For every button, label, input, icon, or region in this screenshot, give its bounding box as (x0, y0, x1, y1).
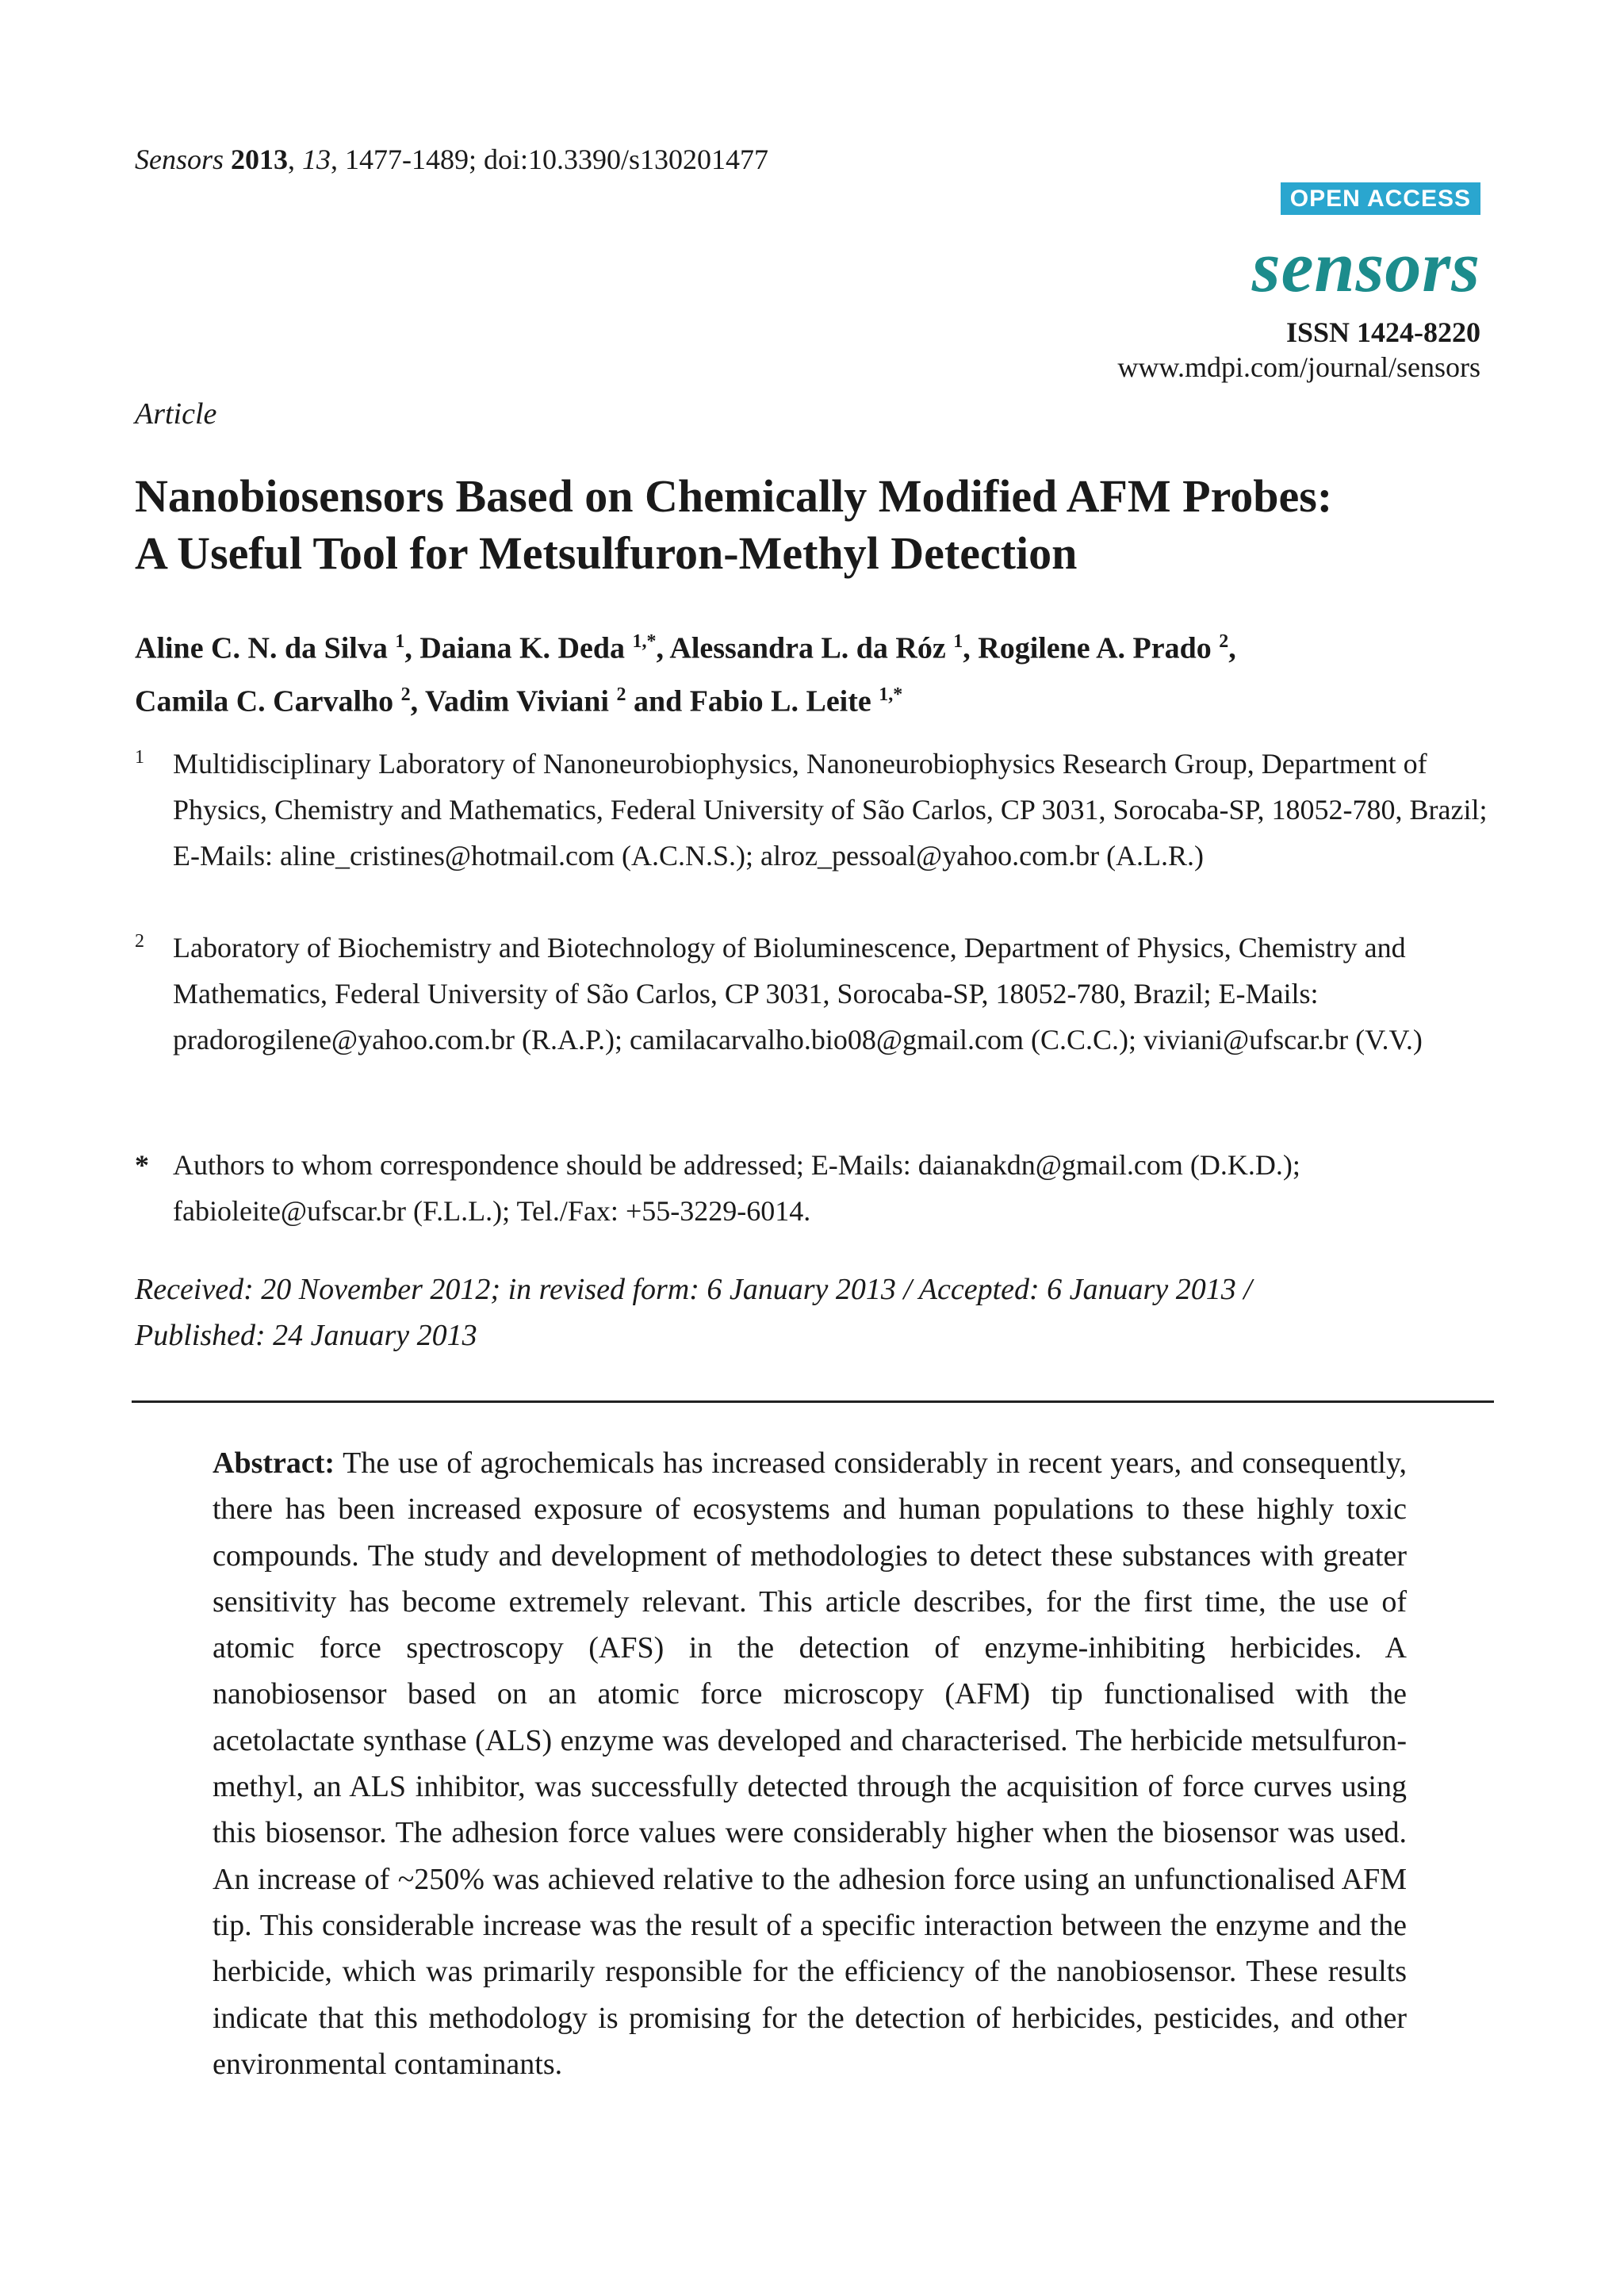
publication-dates (135, 1266, 1499, 1358)
citation-year: 2013 (231, 144, 289, 175)
article-title (135, 468, 1499, 582)
author-list: Aline C. N. da Silva $^1$, Daiana K. Deda $^{1,*}$, Alessandra L. da Róz $^1$, Rogilene A. Prado $^2$, Camila C. Carvalho $^2$, Vadim Viviani $^2$ and Fabio L. Leite $^{1,*}$ (135, 631, 1236, 718)
correspondence-text: Authors to whom correspondence should be addressed; E-Mails: daianakdn@gmail.com (D.K.D.); fabioleite@ufscar.br (F.L.L.); Tel./Fax: +55-3229-6014. (173, 1149, 1300, 1227)
correspondence-note (135, 1142, 1499, 1234)
affiliation-text: Multidisciplinary Laboratory of Nanoneurobiophysics, Nanoneurobiophysics Research Group, Department of Physics, Chemistry and Mathematics, Federal University of São Carlos, CP 3031, Sorocaba-SP, 18052-780, Brazil; E-Mails: aline_cristines@hotmail.com (A.C.N.S.); alroz_pessoal@yahoo.com.br (A.L.R.) (173, 748, 1488, 872)
journal-logo: sensors (1251, 226, 1480, 307)
author-affiliation-mark: 1,* (632, 631, 657, 652)
horizontal-divider (132, 1400, 1494, 1403)
abstract (213, 1440, 1407, 2087)
citation-pages-doi: , 1477-1489; doi:10.3390/s130201477 (331, 144, 769, 175)
open-access-badge: OPEN ACCESS (1281, 182, 1480, 215)
title-line-2: A Useful Tool for Metsulfuron-Methyl Detection (135, 527, 1078, 579)
author-affiliation-mark: 2 (1219, 631, 1229, 652)
abstract-label: Abstract: (213, 1446, 335, 1480)
dates-line-2: Published: 24 January 2013 (135, 1319, 477, 1352)
citation-journal: Sensors (135, 144, 224, 175)
correspondence-marker: * (135, 1149, 149, 1181)
author-affiliation-mark: 1 (953, 631, 963, 652)
affiliation-marker: 1 (135, 747, 144, 768)
issn: ISSN 1424-8220 (1285, 316, 1480, 348)
author-name: Alessandra L. da Róz (669, 631, 946, 665)
affiliation-1 (135, 741, 1499, 879)
affiliation-2 (135, 925, 1499, 1063)
author-name: Rogilene A. Prado (978, 631, 1212, 665)
author-name: Camila C. Carvalho (135, 684, 394, 718)
title-line-1: Nanobiosensors Based on Chemically Modified AFM Probes: (135, 470, 1333, 522)
author-name: Daiana K. Deda (419, 631, 625, 665)
affiliation-marker: 2 (135, 931, 144, 952)
author-name: Aline C. N. da Silva (135, 631, 388, 665)
dates-line-1: Received: 20 November 2012; in revised form: 6 January 2013 / Accepted: 6 January 2013 / (135, 1273, 1252, 1306)
author-name: Vadim Viviani (424, 684, 609, 718)
citation-volume: 13 (302, 144, 331, 175)
article-type: Article (135, 397, 217, 431)
author-name: Fabio L. Leite (689, 684, 871, 718)
journal-url[interactable]: www.mdpi.com/journal/sensors (1117, 351, 1480, 383)
author-affiliation-mark: 1,* (879, 684, 903, 705)
author-affiliation-mark: 1 (395, 631, 405, 652)
author-affiliation-mark: 2 (616, 684, 626, 705)
affiliation-text: Laboratory of Biochemistry and Biotechnology of Bioluminescence, Department of Physics, Chemistry and Mathematics, Federal University of São Carlos, CP 3031, Sorocaba-SP, 18052-780, Brazil; E-Mails: pradorogilene@yahoo.com.br (R.A.P.); camilacarvalho.bio08@gmail.com (C.C.C.); viviani@ufscar.br (V.V.) (173, 932, 1423, 1056)
citation-line: Sensors 2013, 13, 1477-1489; doi:10.3390/s130201477 (135, 144, 769, 175)
abstract-text: The use of agrochemicals has increased considerably in recent years, and consequently, there has been increased exposure of ecosystems and human populations to these highly toxic compounds. The study and development of methodologies to detect these substances with greater sensitivity has become extremely relevant. This article describes, for the first time, the use of atomic force spectroscopy (AFS) in the detection of enzyme-inhibiting herbicides. A nanobiosensor based on an atomic force microscopy (AFM) tip functionalised with the acetolactate synthase (ALS) enzyme was developed and characterised. The herbicide metsulfuron-methyl, an ALS inhibitor, was successfully detected through the acquisition of force curves using this biosensor. The adhesion force values were considerably higher when the biosensor was used. An increase of ~250% was achieved relative to the adhesion force using an unfunctionalised AFM tip. This considerable increase was the result of a specific interaction between the enzyme and the herbicide, which was primarily responsible for the efficiency of the nanobiosensor. These results indicate that this methodology is promising for the detection of herbicides, pesticides, and other environmental contaminants. (213, 1446, 1407, 2081)
author-affiliation-mark: 2 (400, 684, 411, 705)
